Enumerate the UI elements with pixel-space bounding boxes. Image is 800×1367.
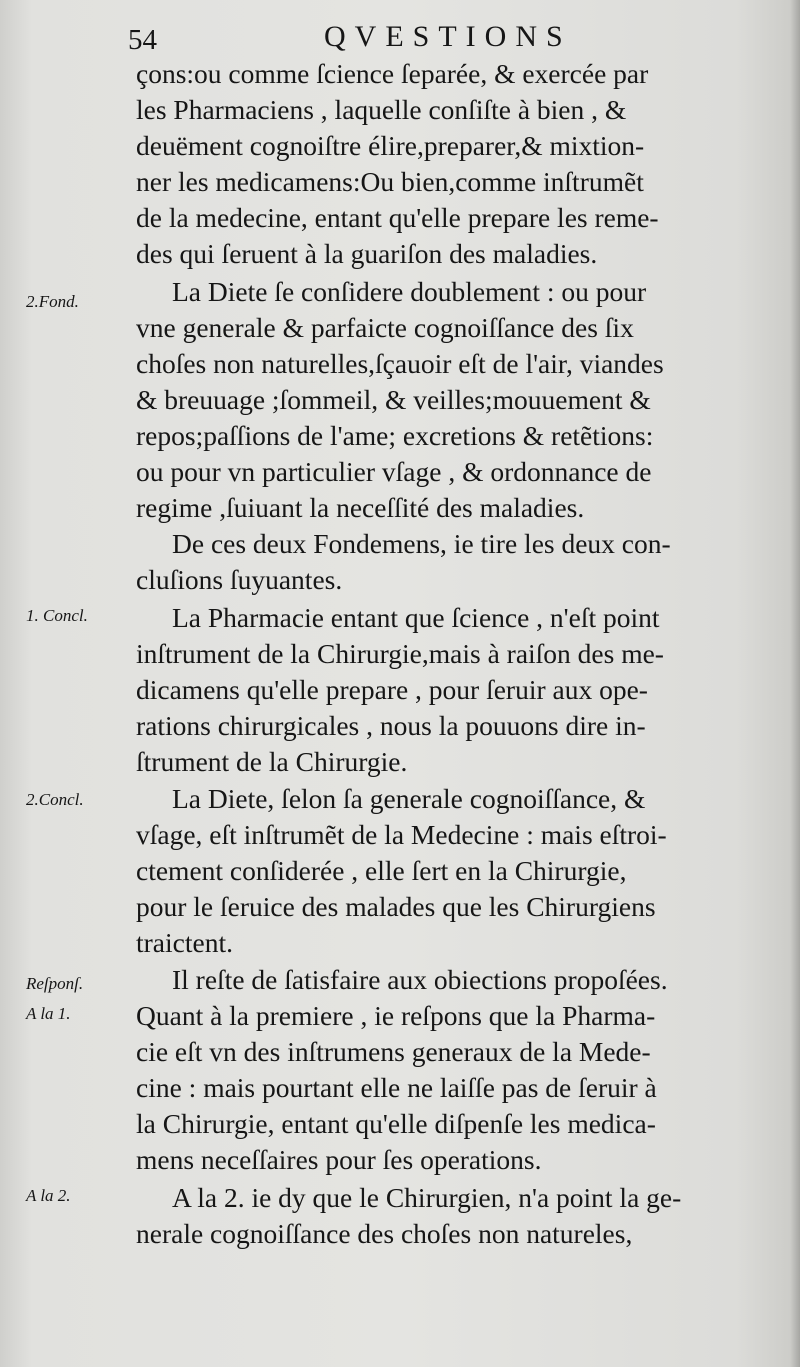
text-line: deuëment cognoiſtre élire,preparer,& mixtion- <box>136 130 645 161</box>
text-line: çons:ou comme ſcience ſeparée, & exercée par <box>136 58 649 89</box>
running-title: QVESTIONS <box>324 20 572 53</box>
text-line: vſage, eſt inſtrumẽt de la Medecine : mais eſtroi- <box>136 819 667 850</box>
text-line: pour le ſeruice des malades que les Chirurgiens <box>136 891 656 922</box>
text-line: choſes non naturelles,ſçauoir eſt de l'air, viandes <box>136 348 664 379</box>
text-line: regime ,ſuiuant la neceſſité des maladies. <box>136 492 585 523</box>
text-line: A la 2. ie dy que le Chirurgien, n'a point la ge- <box>172 1182 682 1213</box>
text-line: La Diete, ſelon ſa generale cognoiſſance, & <box>172 783 646 814</box>
text-line: Quant à la premiere , ie reſpons que la Pharma- <box>136 1000 656 1031</box>
margin-note-fondement-2: 2.Fond. <box>26 292 79 311</box>
text-line: La Pharmacie entant que ſcience , n'eſt point <box>172 602 660 633</box>
text-line: des qui ſeruent à la guariſon des maladies. <box>136 238 598 269</box>
text-line: cie eſt vn des inſtrumens generaux de la Mede- <box>136 1036 651 1067</box>
text-line: cluſions ſuyuantes. <box>136 564 343 595</box>
text-line: les Pharmaciens , laquelle conſiſte à bien , & <box>136 94 627 125</box>
margin-note-a-la-1: A la 1. <box>26 1004 71 1023</box>
text-line: vne generale & parfaicte cognoiſſance des ſix <box>136 312 634 343</box>
text-line: & breuuage ;ſommeil, & veilles;mouuement & <box>136 384 651 415</box>
margin-note-conclusion-2: 2.Concl. <box>26 790 84 809</box>
page-header <box>128 18 768 58</box>
text-line: inſtrument de la Chirurgie,mais à raiſon des me- <box>136 638 664 669</box>
page-edge-shadow <box>790 0 800 1367</box>
text-line: De ces deux Fondemens, ie tire les deux con- <box>172 528 671 559</box>
margin-note-conclusion-1: 1. Concl. <box>26 606 88 625</box>
text-line: la Chirurgie, entant qu'elle diſpenſe les medica- <box>136 1108 656 1139</box>
margin-note-response: Reſponſ. <box>26 974 84 993</box>
text-line: ou pour vn particulier vſage , & ordonnance de <box>136 456 652 487</box>
text-line: dicamens qu'elle prepare , pour ſeruir aux ope- <box>136 674 648 705</box>
text-line: de la medecine, entant qu'elle prepare les reme- <box>136 202 659 233</box>
text-line: cine : mais pourtant elle ne laiſſe pas de ſeruir à <box>136 1072 657 1103</box>
text-line: Il reſte de ſatisfaire aux obiections propoſées. <box>172 964 668 995</box>
text-line: ner les medicamens:Ou bien,comme inſtrumẽt <box>136 166 644 197</box>
text-line: repos;paſſions de l'ame; excretions & retẽtions: <box>136 420 654 451</box>
text-line: ſtrument de la Chirurgie. <box>136 746 408 777</box>
text-line: La Diete ſe conſidere doublement : ou pour <box>172 276 647 307</box>
text-line: rations chirurgicales , nous la pouuons dire in- <box>136 710 646 741</box>
text-line: ctement conſiderée , elle ſert en la Chirurgie, <box>136 855 627 886</box>
text-line: mens neceſſaires pour ſes operations. <box>136 1144 542 1175</box>
text-line: nerale cognoiſſance des choſes non natureles, <box>136 1218 633 1249</box>
page-number: 54 <box>128 24 157 56</box>
margin-note-a-la-2: A la 2. <box>26 1186 71 1205</box>
text-line: traictent. <box>136 927 233 958</box>
